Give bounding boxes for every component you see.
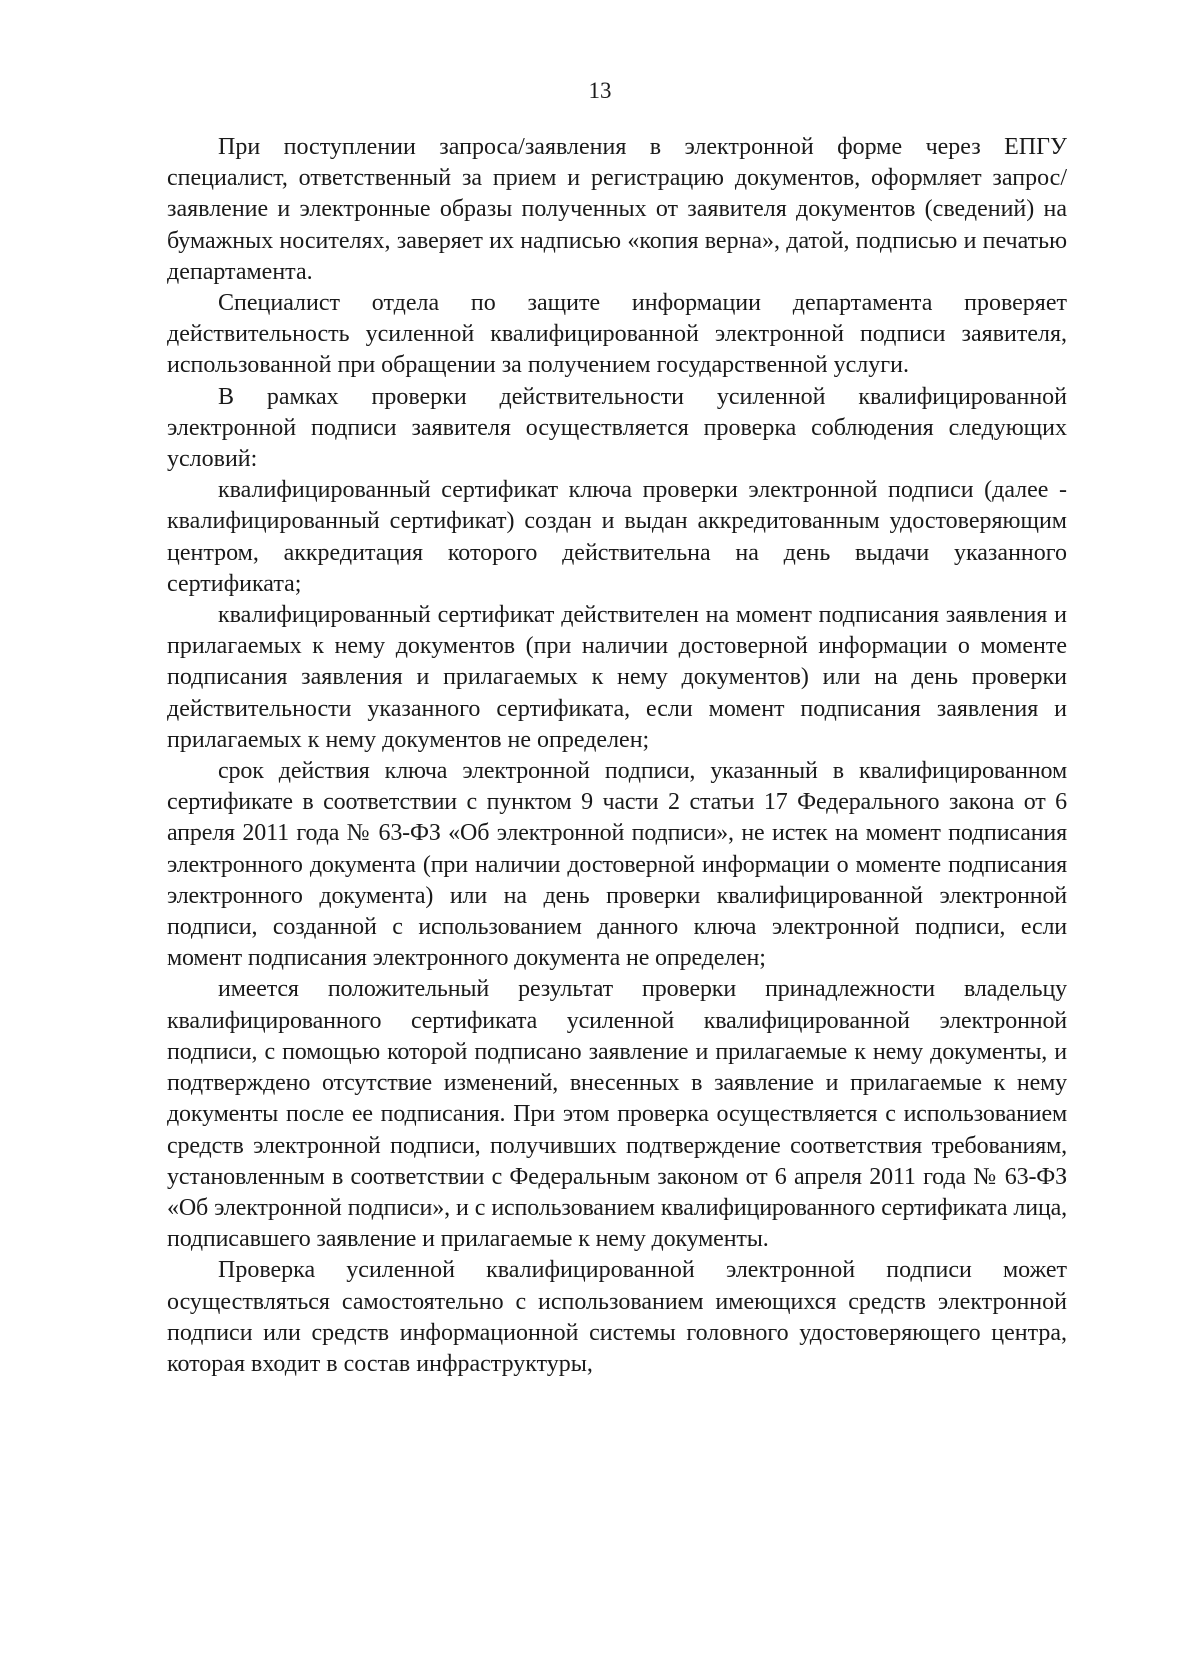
paragraph-certificate-valid: квалифицированный сертификат действителен на момент подписания заявления и прилагаемых к нему документов (при наличии достоверной информации о моменте подписания заявления и прилагаемых к нему документов) или на день проверки действительности указанного сертификата, если момент подписания заявления и прилагаемых к нему документов не определен; bbox=[167, 602, 1067, 753]
paragraph-epgu-request: При поступлении запроса/заявления в электронной форме через ЕПГУ специалист, ответственный за прием и регистрацию документов, оформляет запрос/заявление и электронные образы полученных от заявителя документов (сведений) на бумажных носителях, заверяет их надписью «копия верна», датой, подписью и печатью департамента. bbox=[167, 134, 1067, 285]
paragraph-verification-methods: Проверка усиленной квалифицированной электронной подписи может осуществляться самостоятельно с использованием имеющихся средств электронной подписи или средств информационной системы головного удостоверяющего центра, которая входит в состав инфраструктуры, bbox=[167, 1257, 1067, 1377]
document-body bbox=[167, 132, 1067, 1380]
paragraph-ownership-check: имеется положительный результат проверки принадлежности владельцу квалифицированного сертификата усиленной квалифицированной электронной подписи, с помощью которой подписано заявление и прилагаемые к нему документы, и подтверждено отсутствие изменений, внесенных в заявление и прилагаемые к нему документы после ее подписания. При этом проверка осуществляется с использованием средств электронной подписи, получивших подтверждение соответствия требованиям, установленным в соответствии с Федеральным законом от 6 апреля 2011 года № 63-ФЗ «Об электронной подписи», и с использованием квалифицированного сертификата лица, подписавшего заявление и прилагаемые к нему документы. bbox=[167, 976, 1067, 1253]
paragraph-signature-check: Специалист отдела по защите информации департамента проверяет действительность усиленной квалифицированной электронной подписи заявителя, использованной при обращении за получением государственной услуги. bbox=[167, 290, 1067, 379]
paragraph-certificate-issued: квалифицированный сертификат ключа проверки электронной подписи (далее - квалифицированный сертификат) создан и выдан аккредитованным удостоверяющим центром, аккредитация которого действительна на день выдачи указанного сертификата; bbox=[167, 477, 1067, 597]
page-number: 13 bbox=[588, 78, 612, 103]
paragraph-key-validity: срок действия ключа электронной подписи, указанный в квалифицированном сертификате в соответствии с пунктом 9 части 2 статьи 17 Федерального закона от 6 апреля 2011 года № 63-ФЗ «Об электронной подписи», не истек на момент подписания электронного документа (при наличии достоверной информации о моменте подписания электронного документа) или на день проверки квалифицированной электронной подписи, созданной с использованием данного ключа электронной подписи, если момент подписания электронного документа не определен; bbox=[167, 758, 1067, 972]
paragraph-conditions-intro: В рамках проверки действительности усиленной квалифицированной электронной подписи заявителя осуществляется проверка соблюдения следующих условий: bbox=[167, 383, 1067, 473]
